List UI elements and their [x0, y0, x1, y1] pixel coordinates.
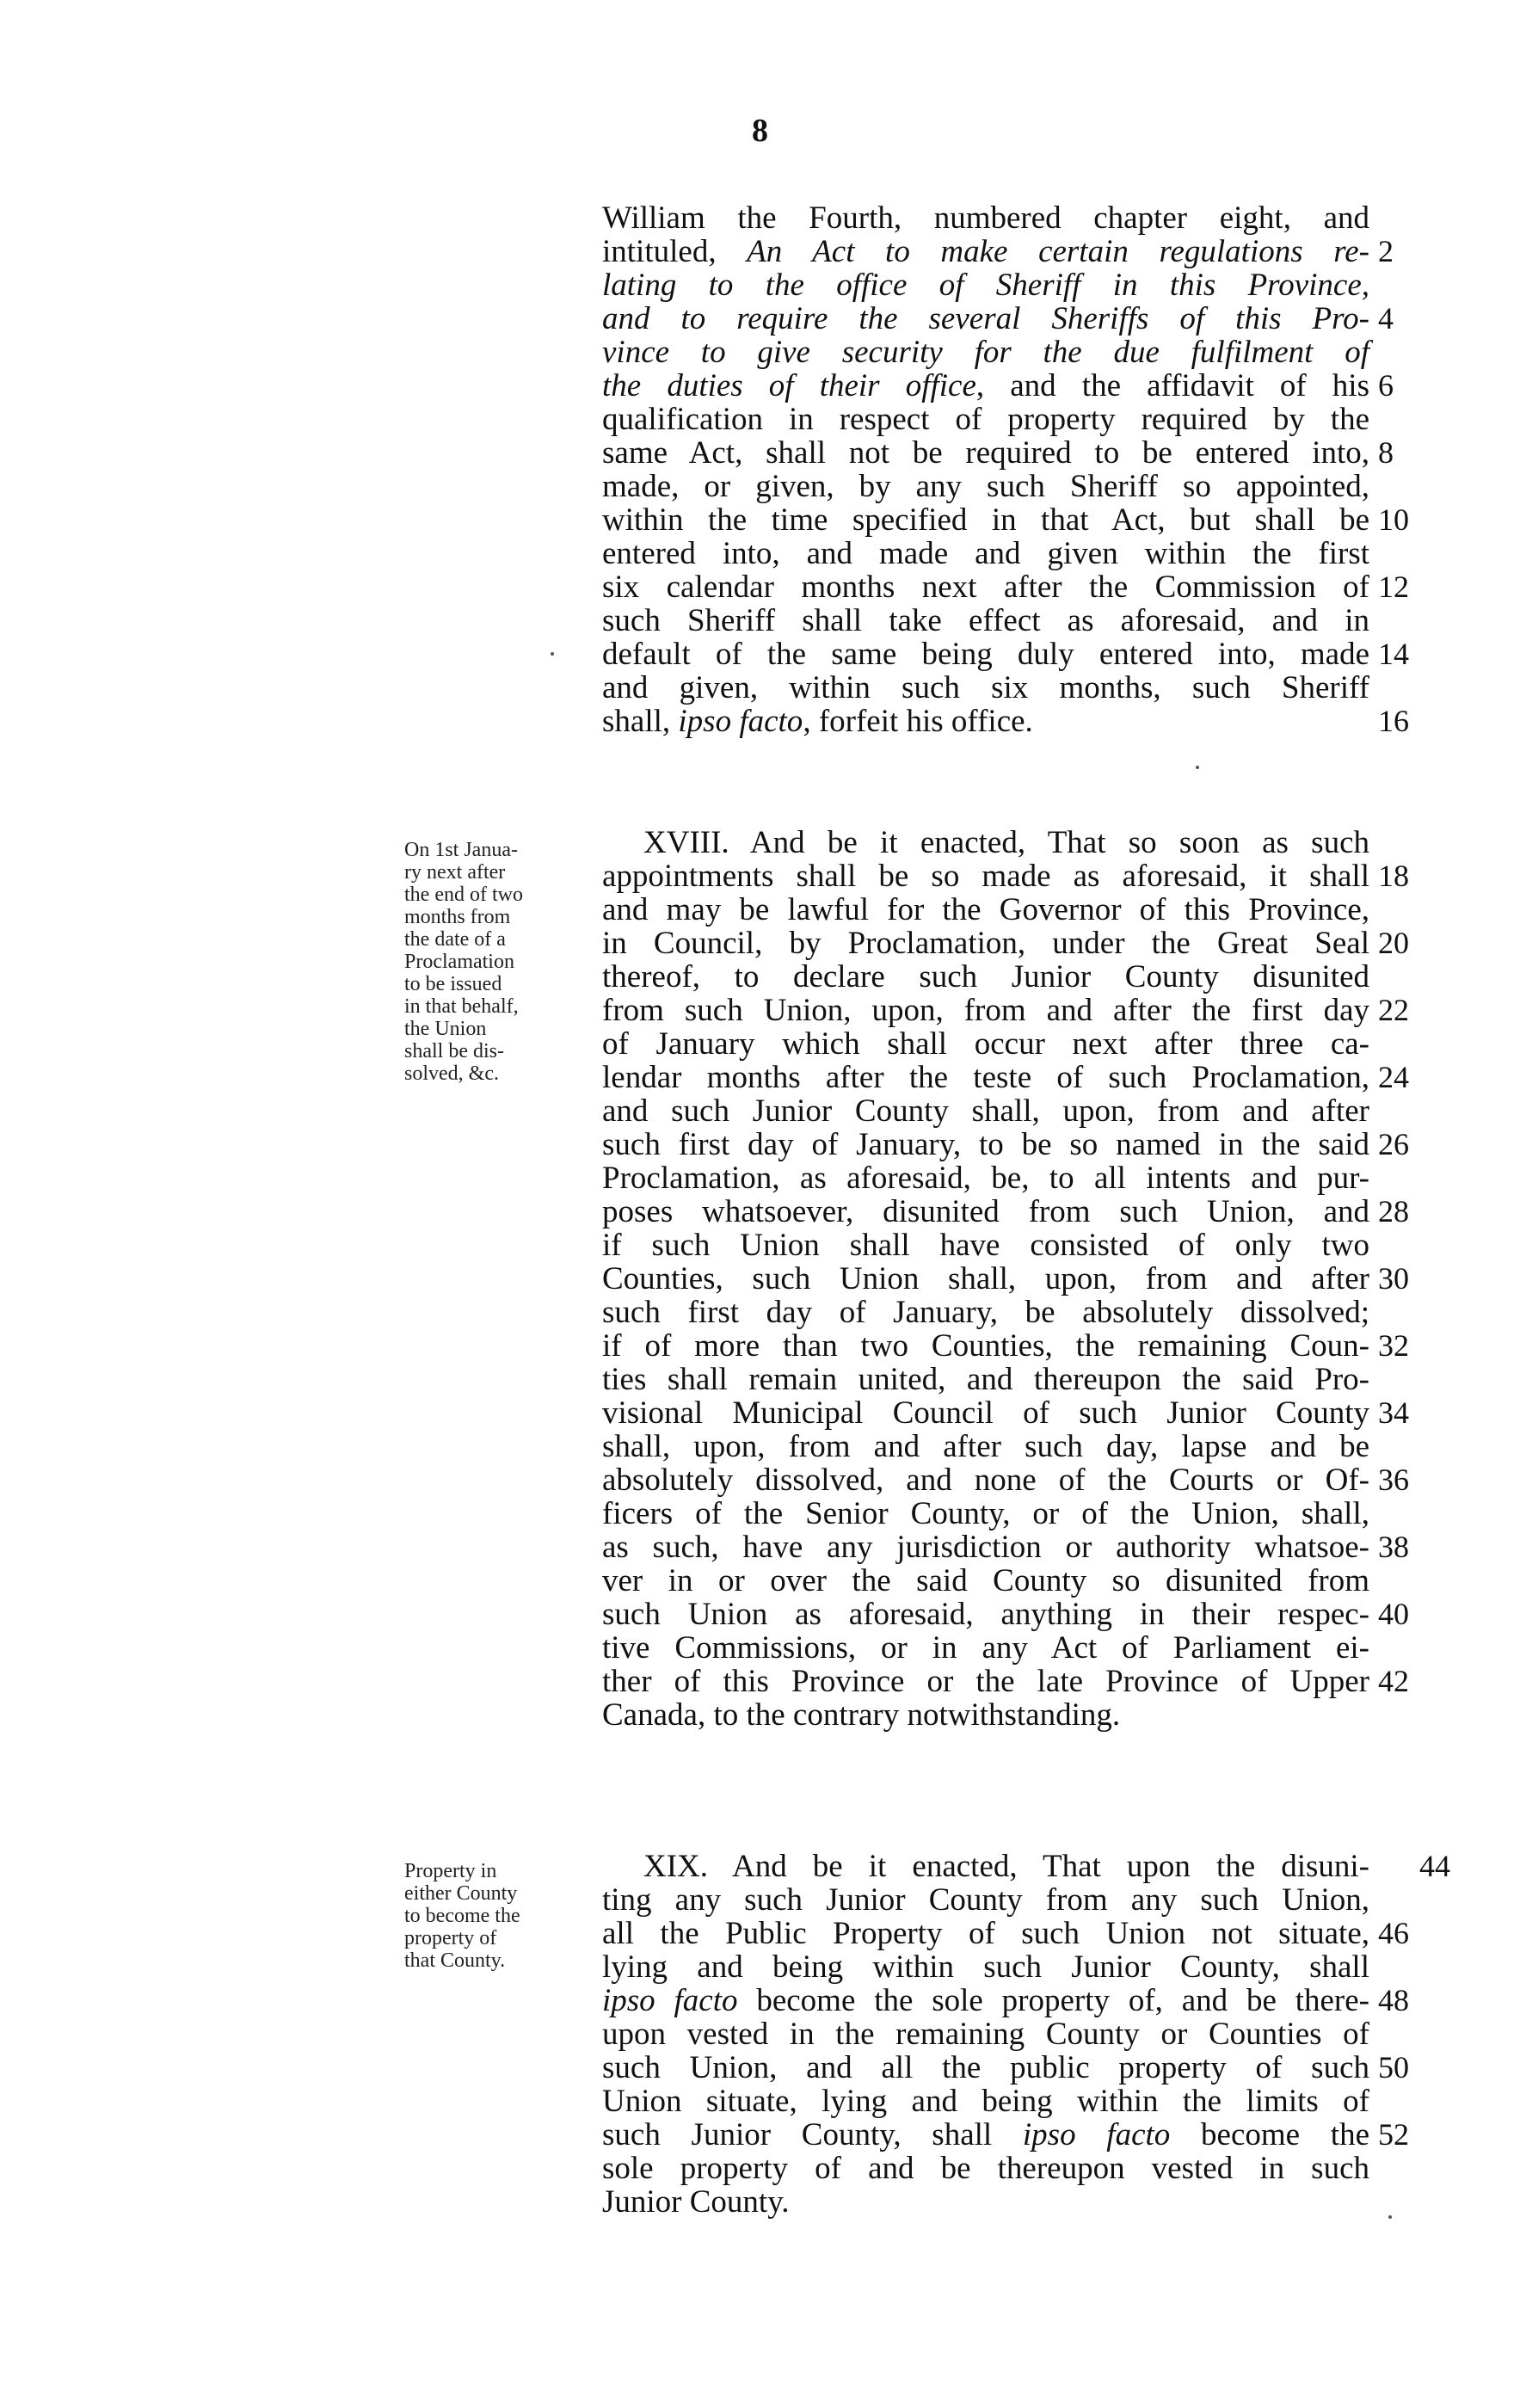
margin-note-line: that County.: [404, 1949, 506, 1972]
text-line: [602, 201, 1369, 235]
text-line: [602, 859, 1409, 894]
line-text: [602, 1161, 1369, 1196]
margin-note-line: to become the: [404, 1905, 520, 1927]
italic-text: ipso facto: [602, 1983, 738, 2018]
line-number: 18: [1378, 859, 1409, 893]
line-text: [602, 1261, 1369, 1296]
text-run: and such Junior County shall, upon, from and after: [602, 1093, 1369, 1129]
text-run: such Sheriff shall take effect as aforesaid, and in: [602, 603, 1369, 638]
line-number: 14: [1378, 637, 1409, 671]
line-number: 24: [1378, 1060, 1409, 1094]
text-run: tive Commissions, or in any Act of Parliament ei-: [602, 1630, 1369, 1666]
line-text: [602, 1949, 1369, 1985]
text-line: [602, 403, 1369, 436]
line-text: [602, 2151, 1369, 2186]
italic-text: ipso facto: [1022, 2117, 1171, 2152]
line-number: 20: [1378, 926, 1409, 960]
text-run: absolutely dissolved, and none of the Courts or Of-: [602, 1463, 1369, 1498]
text-run: become the: [1170, 2117, 1369, 2152]
section-19: [602, 1849, 1450, 2220]
margin-note-line: property of: [404, 1927, 497, 1949]
line-text: [602, 1026, 1369, 1062]
line-number: 26: [1378, 1127, 1409, 1161]
text-line: [602, 960, 1369, 994]
text-line: [602, 1664, 1409, 1699]
text-line: [602, 637, 1409, 672]
text-run: such first day of January, be absolutely dissolved;: [602, 1295, 1369, 1330]
line-number: 12: [1378, 570, 1409, 604]
text-line: [602, 1229, 1369, 1262]
text-run: within the time specified in that Act, but shall be: [602, 502, 1369, 538]
text-run: made, or given, by any such Sheriff so appointed,: [602, 469, 1369, 504]
text-line: [602, 234, 1394, 269]
line-text: [602, 1697, 1120, 1733]
text-line: [602, 1094, 1369, 1128]
print-speck: [1196, 766, 1199, 769]
margin-note-line: to be issued: [404, 973, 502, 995]
line-number: 36: [1378, 1463, 1409, 1497]
text-run: ficers of the Senior County, or of the Union, shall,: [602, 1496, 1369, 1531]
text-line: [602, 2017, 1369, 2051]
text-line: [602, 435, 1394, 471]
line-number: 8: [1378, 435, 1394, 470]
text-run: and may be lawful for the Governor of this Province,: [602, 892, 1369, 927]
text-line: [602, 1883, 1369, 1917]
text-run: appointments shall be so made as aforesaid, it shall: [602, 859, 1369, 894]
line-text: [602, 1127, 1369, 1162]
line-number: 2: [1378, 234, 1394, 268]
line-number: 34: [1378, 1395, 1409, 1430]
line-text: [602, 469, 1369, 504]
line-text: [602, 1328, 1369, 1364]
line-text: [602, 1530, 1369, 1565]
text-line: [602, 336, 1369, 369]
line-number: 48: [1378, 1983, 1409, 2017]
text-line: [602, 1395, 1409, 1431]
text-line: [602, 470, 1369, 503]
line-text: [602, 2117, 1369, 2152]
line-text: [602, 1093, 1369, 1129]
margin-note-line: On 1st Janua-: [404, 839, 518, 861]
text-line: [602, 1060, 1409, 1095]
line-text: [602, 704, 1033, 739]
line-text: [602, 603, 1369, 638]
margin-note-line: the date of a: [404, 928, 506, 951]
line-number: 30: [1378, 1261, 1409, 1296]
text-run: ther of this Province or the late Province of Upper: [602, 1664, 1369, 1699]
text-line: [602, 1161, 1369, 1195]
italic-text: An Act to make certain regulations re-: [747, 234, 1369, 269]
text-run: , forfeit his office.: [803, 704, 1033, 739]
line-text: [602, 959, 1369, 995]
line-text: [602, 1630, 1369, 1666]
margin-note-line: in that behalf,: [404, 995, 519, 1018]
line-number: 40: [1378, 1597, 1409, 1631]
text-run: visional Municipal Council of such Junior County: [602, 1395, 1369, 1431]
text-line: [602, 926, 1409, 961]
italic-text: ipso facto: [678, 704, 803, 739]
text-run: lendar months after the teste of such Proclamation,: [602, 1060, 1369, 1095]
text-line: [602, 1194, 1409, 1229]
text-run: XIX. And be it enacted, That upon the disuni-: [643, 1849, 1369, 1884]
text-line: [602, 1916, 1409, 1951]
text-run: , and the affidavit of his: [975, 368, 1369, 403]
line-text: [602, 637, 1369, 672]
line-text: [602, 1983, 1369, 2018]
text-run: Canada, to the contrary notwithstanding.: [602, 1697, 1121, 1733]
text-run: XVIII. And be it enacted, That so soon as such: [643, 825, 1369, 860]
text-line: [602, 268, 1369, 302]
text-run: Proclamation, as aforesaid, be, to all intents and pur-: [602, 1161, 1369, 1196]
margin-note-line: ry next after: [404, 861, 506, 884]
line-text: [602, 268, 1369, 303]
text-line: [602, 993, 1409, 1028]
text-run: if of more than two Counties, the remaining Coun-: [602, 1328, 1369, 1364]
line-text: [602, 1916, 1369, 1951]
text-run: such Union, and all the public property of such: [602, 2050, 1369, 2085]
text-run: shall,: [602, 704, 679, 739]
line-number: 10: [1378, 502, 1409, 537]
text-run: of January which shall occur next after three ca-: [602, 1026, 1369, 1062]
line-text: [602, 926, 1369, 961]
line-text: [602, 2017, 1369, 2052]
text-line: [602, 537, 1369, 570]
line-text: [602, 1597, 1369, 1632]
margin-note-line: Property in: [404, 1860, 497, 1882]
text-line: [602, 570, 1409, 605]
line-number: 16: [1378, 704, 1409, 738]
margin-note-section-19: [404, 1860, 589, 1972]
text-line: [602, 1849, 1450, 1884]
line-text: [602, 1429, 1369, 1464]
text-run: upon vested in the remaining County or Counties of: [602, 2017, 1369, 2052]
text-run: all the Public Property of such Union not situate,: [602, 1916, 1369, 1951]
line-text: [602, 402, 1369, 437]
line-text: [602, 1563, 1369, 1598]
line-text: [602, 200, 1369, 236]
text-line: [602, 604, 1369, 637]
text-run: poses whatsoever, disunited from such Union, and: [602, 1194, 1369, 1229]
text-run: ties shall remain united, and thereupon the said Pro-: [602, 1362, 1369, 1397]
text-run: and given, within such six months, such Sheriff: [602, 670, 1369, 705]
page-number: 8: [752, 113, 768, 149]
italic-text: vince to give security for the due fulfilment of: [602, 335, 1369, 370]
text-line: [602, 826, 1369, 859]
text-line: [602, 671, 1369, 705]
margin-note-line: solved, &c.: [404, 1062, 499, 1085]
text-run: such first day of January, to be so named in the said: [602, 1127, 1369, 1162]
text-run: such Junior County, shall: [602, 2117, 1023, 2152]
text-run: qualification in respect of property required by the: [602, 402, 1369, 437]
line-text: [602, 2084, 1369, 2119]
text-line: [602, 1497, 1369, 1530]
line-text: [602, 570, 1369, 605]
line-text: [602, 335, 1369, 370]
line-number: 50: [1378, 2050, 1409, 2085]
line-text: [602, 2184, 790, 2220]
section-18: [602, 825, 1409, 1733]
text-line: [602, 2185, 1369, 2219]
line-text: [602, 1194, 1369, 1229]
margin-note-line: months from: [404, 906, 511, 928]
line-text: [602, 1496, 1369, 1531]
line-text: [602, 536, 1369, 571]
text-line: [602, 502, 1409, 538]
text-run: Junior County.: [602, 2184, 790, 2220]
margin-note-section-18: [404, 839, 589, 1085]
text-run: such Union as aforesaid, anything in their respec-: [602, 1597, 1369, 1632]
text-line: [602, 2117, 1409, 2152]
text-line: [602, 1698, 1369, 1732]
text-line: [602, 301, 1394, 336]
text-line: [602, 368, 1394, 403]
text-line: [602, 1127, 1409, 1162]
line-text: [602, 1362, 1369, 1397]
line-text: [602, 1664, 1369, 1699]
line-text: [602, 2050, 1369, 2085]
text-line: [602, 1950, 1369, 1984]
text-run: William the Fourth, numbered chapter eight, and: [602, 200, 1369, 236]
text-run: as such, have any jurisdiction or authority whatsoe-: [602, 1530, 1369, 1565]
line-text: [602, 1463, 1369, 1498]
line-number: 4: [1378, 301, 1394, 336]
text-run: become the sole property of, and be there-: [737, 1983, 1369, 2018]
italic-text: lating to the office of Sheriff in this Province,: [602, 268, 1369, 303]
line-text: [643, 825, 1369, 860]
text-line: [602, 1261, 1409, 1296]
text-run: intituled,: [602, 234, 748, 269]
text-run: ting any such Junior County from any such Union,: [602, 1882, 1369, 1918]
line-text: [643, 1849, 1369, 1884]
italic-text: the duties of their office: [602, 368, 976, 403]
line-text: [602, 435, 1369, 471]
text-run: same Act, shall not be required to be entered into,: [602, 435, 1369, 471]
margin-note-line: Proclamation: [404, 951, 514, 973]
line-text: [602, 859, 1369, 894]
text-line: [602, 1296, 1369, 1329]
text-line: [602, 2050, 1409, 2085]
text-run: default of the same being duly entered into, made: [602, 637, 1369, 672]
line-text: [602, 670, 1369, 705]
text-run: ver in or over the said County so disunited from: [602, 1563, 1369, 1598]
text-line: [602, 1430, 1369, 1463]
text-line: [602, 1530, 1409, 1565]
margin-note-line: either County: [404, 1882, 518, 1905]
line-text: [602, 234, 1369, 269]
text-run: lying and being within such Junior County, shall: [602, 1949, 1369, 1985]
section-17-continuation: [602, 200, 1409, 739]
text-run: Union situate, lying and being within the limits of: [602, 2084, 1369, 2119]
line-number: 46: [1378, 1916, 1409, 1950]
line-number: 44: [1419, 1849, 1450, 1883]
text-run: thereof, to declare such Junior County disunited: [602, 959, 1369, 995]
text-run: entered into, and made and given within the first: [602, 536, 1369, 571]
italic-text: and to require the several Sheriffs of this Pro-: [602, 301, 1369, 336]
text-run: six calendar months next after the Commission of: [602, 570, 1369, 605]
print-speck: [1388, 2215, 1392, 2219]
text-line: [602, 1363, 1369, 1396]
line-number: 52: [1378, 2117, 1409, 2152]
text-line: [602, 1564, 1369, 1598]
line-number: 32: [1378, 1328, 1409, 1363]
text-line: [602, 1328, 1409, 1364]
margin-note-line: the end of two: [404, 884, 523, 906]
line-text: [602, 1395, 1369, 1431]
line-number: 38: [1378, 1530, 1409, 1564]
line-text: [602, 1228, 1369, 1263]
text-line: [602, 704, 1409, 739]
line-number: 28: [1378, 1194, 1409, 1229]
text-line: [602, 2085, 1369, 2118]
line-text: [602, 1060, 1369, 1095]
text-run: if such Union shall have consisted of only two: [602, 1228, 1369, 1263]
text-line: [602, 1597, 1409, 1632]
text-run: from such Union, upon, from and after the first day: [602, 993, 1369, 1028]
line-number: 42: [1378, 1664, 1409, 1698]
line-text: [602, 301, 1369, 336]
text-line: [602, 1463, 1409, 1498]
line-text: [602, 368, 1369, 403]
line-number: 6: [1378, 368, 1394, 403]
line-text: [602, 1295, 1369, 1330]
line-text: [602, 993, 1369, 1028]
line-text: [602, 502, 1369, 538]
text-line: [602, 893, 1369, 927]
text-line: [602, 2152, 1369, 2185]
line-number: 22: [1378, 993, 1409, 1027]
text-run: sole property of and be thereupon vested in such: [602, 2151, 1369, 2186]
text-line: [602, 1631, 1369, 1665]
print-speck: [551, 652, 554, 656]
text-line: [602, 1027, 1369, 1061]
text-run: Counties, such Union shall, upon, from and after: [602, 1261, 1369, 1296]
margin-note-line: shall be dis-: [404, 1040, 504, 1062]
margin-note-line: the Union: [404, 1018, 487, 1040]
text-run: in Council, by Proclamation, under the Great Seal: [602, 926, 1369, 961]
line-text: [602, 1882, 1369, 1918]
line-text: [602, 892, 1369, 927]
text-run: shall, upon, from and after such day, lapse and be: [602, 1429, 1369, 1464]
text-line: [602, 1983, 1409, 2018]
